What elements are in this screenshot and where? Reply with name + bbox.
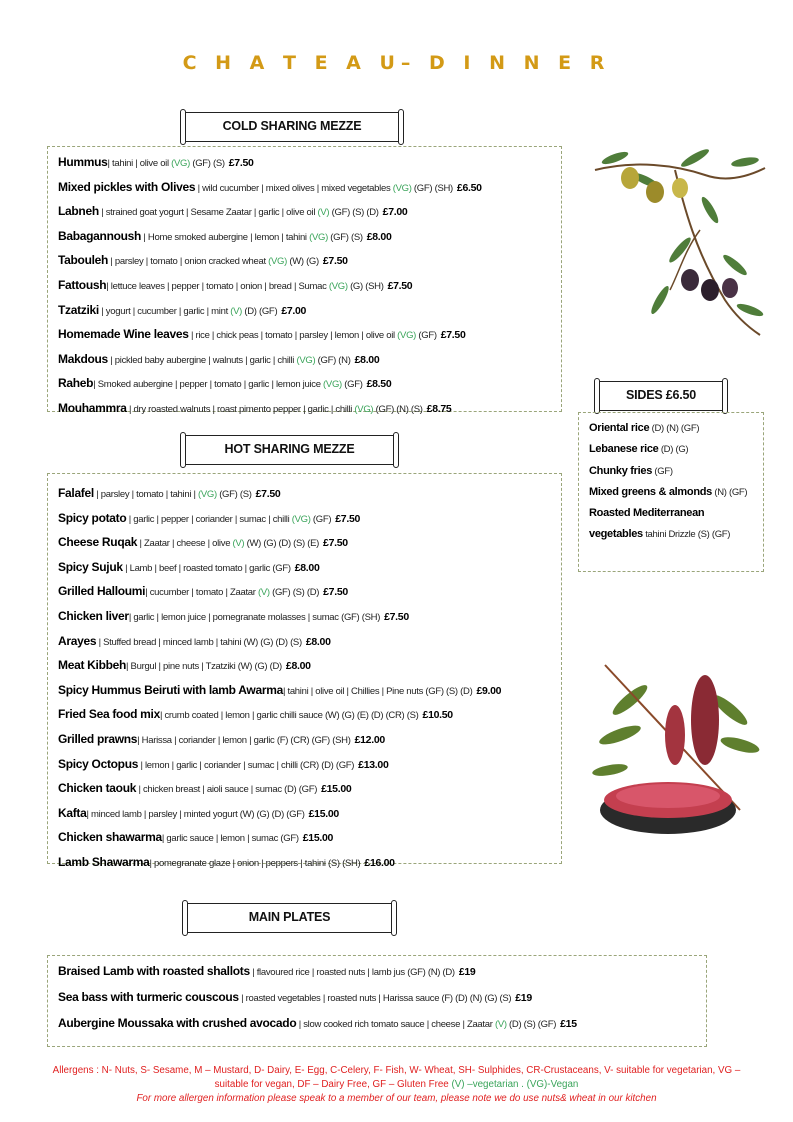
menu-item: [58, 507, 501, 532]
menu-item-description: | Burgul | pine nuts | Tzatziki (W) (G) (D): [126, 661, 282, 673]
menu-item-description: | Stuffed bread | minced lamb | tahini (W) (G) (D) (S): [96, 636, 302, 648]
menu-item: [58, 249, 482, 274]
menu-item: [58, 959, 577, 985]
menu-item-name: Meat Kibbeh: [58, 658, 127, 673]
menu-item-description: | lemon | garlic | coriander | sumac | chilli (CR) (D) (GF): [138, 759, 355, 771]
diet-tag: (V): [317, 207, 330, 219]
menu-item-description: | Lamb | beef | roasted tomato | garlic (GF): [122, 562, 291, 574]
diet-tag: (VG): [296, 354, 316, 366]
menu-item: [58, 323, 482, 348]
menu-item: [58, 753, 501, 778]
menu-item-price: £7.50: [335, 512, 361, 525]
menu-item-name: Spicy Octopus: [58, 756, 139, 771]
menu-item: [58, 728, 501, 753]
menu-item-price: £16.00: [364, 856, 395, 869]
diet-tag: (V): [230, 305, 243, 317]
menu-item-description: (GF) (S) (D): [329, 207, 379, 219]
menu-item-description: | lettuce leaves | pepper | tomato | onion | bread | Sumac: [106, 280, 329, 292]
menu-item-description: (GF): [416, 330, 437, 342]
menu-item-description: | garlic | pepper | coriander | sumac | chilli: [126, 513, 292, 525]
menu-item-description: | rice | chick peas | tomato | parsley | lemon | olive oil: [188, 330, 398, 342]
menu-item-price: £8.50: [366, 378, 392, 391]
menu-item-description: | cucumber | tomato | Zaatar: [145, 587, 258, 599]
menu-item-name: Spicy potato: [58, 510, 127, 525]
diet-tag: (VG): [392, 182, 412, 194]
menu-item-name: vegetables: [589, 528, 643, 541]
veg-note: (V) –vegetarian . (VG)-Vegan: [451, 1079, 579, 1090]
menu-title: C H A T E A U– D I N N E R: [182, 52, 611, 74]
menu-item-price: £12.00: [354, 733, 385, 746]
sumac-bowl-image: [590, 660, 760, 840]
menu-item-price: £13.00: [358, 758, 389, 771]
menu-item-description: (GF): [310, 513, 332, 525]
menu-item-price: £6.50: [456, 181, 482, 194]
menu-item-description: | pickled baby aubergine | walnuts | garlic | chilli: [107, 354, 297, 366]
menu-item-name: Roasted Mediterranean: [589, 507, 705, 520]
hot-mezze-heading: HOT SHARING MEZZE: [184, 435, 395, 465]
menu-item-price: £7.00: [382, 206, 408, 219]
sides-box: [578, 412, 764, 572]
menu-item-name: Tabouleh: [58, 253, 109, 268]
menu-item: [58, 299, 482, 324]
menu-item: [58, 1011, 577, 1037]
menu-item-price: £7.50: [323, 586, 348, 599]
menu-item-description: | pomegranate glaze | onion | peppers | tahini (S) (SH): [149, 857, 361, 869]
menu-item-price: £15.00: [321, 783, 352, 796]
menu-item: [58, 802, 501, 827]
menu-item-description: (GF) (N): [315, 354, 351, 366]
menu-item-description: | crumb coated | lemon | garlic chilli sauce (W) (G) (E) (D) (CR) (S): [159, 710, 419, 722]
menu-item-description: | Zaatar | cheese | olive: [137, 538, 233, 550]
cold-mezze-list: [58, 151, 482, 422]
menu-item-name: Aubergine Moussaka with crushed avocado: [58, 1016, 297, 1030]
menu-item: [58, 777, 501, 802]
menu-item-description: (G) (SH): [347, 280, 384, 292]
menu-item-price: £7.00: [281, 304, 307, 317]
olive-branch-image: [585, 140, 775, 340]
menu-item-name: Braised Lamb with roasted shallots: [58, 964, 250, 978]
menu-item-price: £7.50: [440, 329, 466, 342]
menu-item-description: tahini Drizzle (S) (GF): [642, 529, 731, 541]
menu-item-description: (GF) (S) (D): [269, 587, 320, 599]
menu-item: [58, 985, 577, 1011]
main-plates-heading: MAIN PLATES: [186, 903, 393, 933]
menu-item: [58, 605, 501, 630]
menu-item-description: (GF): [652, 465, 673, 477]
menu-item-description: | flavoured rice | roasted nuts | lamb jus (GF) (N) (D): [249, 967, 455, 978]
menu-item-description: | garlic sauce | lemon | sumac (GF): [161, 833, 299, 845]
menu-item-name: Spicy Sujuk: [58, 559, 123, 574]
main-plates-list: [58, 959, 577, 1037]
menu-item-name: Homemade Wine leaves: [58, 327, 189, 342]
allergens-legend: [40, 1064, 753, 1092]
menu-item: [58, 580, 501, 605]
menu-item-description: (GF) (S): [327, 231, 363, 243]
menu-item: [58, 151, 482, 176]
menu-item-name: Lamb Shawarma: [58, 854, 150, 869]
menu-item-price: £7.50: [255, 488, 281, 500]
menu-item-name: Chicken shawarma: [58, 830, 162, 845]
diet-tag: (VG): [309, 231, 328, 243]
menu-item-name: Labneh: [58, 204, 99, 219]
menu-item-name: Chunky fries: [589, 464, 653, 477]
hot-mezze-list: [58, 482, 501, 876]
menu-item-description: (W) (G): [287, 256, 319, 268]
menu-item-description: | tahini | olive oil | Chillies | Pine nuts (GF) (S) (D): [282, 685, 473, 697]
menu-item: [58, 482, 501, 507]
menu-item-price: £7.50: [228, 157, 254, 169]
menu-item-price: £8.00: [366, 230, 392, 243]
menu-item-description: (GF): [341, 379, 363, 391]
menu-item-description: | roasted vegetables | roasted nuts | Harissa sauce (F) (D) (N) (G) (S): [238, 993, 512, 1004]
diet-tag: (VG): [171, 158, 190, 169]
menu-item-description: | parsley | tomato | tahini |: [93, 489, 198, 500]
menu-item: [58, 654, 501, 679]
menu-item-name: Chicken liver: [58, 608, 129, 623]
menu-item-description: | yogurt | cucumber | garlic | mint: [98, 305, 231, 317]
menu-item-description: | dry roasted walnuts | roast pimento pepper | garlic | chilli: [126, 403, 355, 415]
menu-item-name: Arayes: [58, 633, 97, 648]
allergens-text: Allergens : N- Nuts, S- Sesame, M – Mustard, D- Dairy, E- Egg, C-Celery, F- Fish, W- Wheat, SH- Sulphides, CR-Crustaceans, V- suitable for vegetarian, VG – suitable for vegan, DF – Dairy Free, GF – Gluten Free: [52, 1065, 741, 1090]
sides-list: [589, 418, 747, 546]
menu-item-description: (GF) (SH): [411, 182, 453, 194]
menu-item-price: £15: [560, 1018, 577, 1030]
menu-item-price: £15.00: [302, 832, 334, 845]
menu-item-name: Makdous: [58, 351, 108, 366]
menu-item-name: Mixed greens & almonds: [589, 485, 712, 498]
menu-item-description: | slow cooked rich tomato sauce | cheese | Zaatar: [296, 1019, 495, 1030]
menu-item: [58, 200, 482, 225]
menu-item: [58, 851, 501, 876]
diet-tag: (VG): [328, 280, 348, 292]
menu-item-description: | strained goat yogurt | Sesame Zaatar | garlic | olive oil: [98, 207, 318, 219]
menu-item: [58, 531, 501, 556]
menu-item-price: £9.00: [476, 684, 502, 697]
menu-item-description: (W) (G) (D) (S) (E): [244, 538, 320, 550]
menu-item-price: £7.50: [322, 255, 348, 268]
menu-item-price: £7.50: [387, 279, 413, 292]
menu-item-name: Spicy Hummus Beiruti with lamb Awarma: [58, 682, 283, 697]
menu-item-name: Grilled Halloumi: [58, 584, 146, 599]
menu-item: [58, 372, 482, 397]
menu-item-price: £19: [458, 966, 476, 978]
diet-tag: (VG): [198, 489, 217, 500]
menu-item-name: Tzatziki: [58, 302, 99, 317]
menu-item-price: £10.50: [422, 709, 453, 722]
menu-item-name: Fried Sea food mix: [58, 707, 160, 722]
allergen-note: For more allergen information please speak to a member of our team, please note we do use nuts& wheat in our kitchen: [136, 1093, 657, 1104]
menu-item-name: Chicken taouk: [58, 781, 137, 796]
menu-item-name: Cheese Ruqak: [58, 535, 138, 550]
menu-item: [58, 348, 482, 373]
menu-item-price: £19: [515, 992, 532, 1004]
diet-tag: (VG): [397, 330, 417, 342]
cold-mezze-box: [47, 146, 562, 415]
menu-item-description: (GF) (S): [216, 489, 252, 500]
menu-item: [58, 556, 501, 581]
diet-tag: (V): [232, 538, 245, 550]
menu-item: [589, 482, 747, 503]
menu-item: [58, 703, 501, 728]
menu-item-price: £15.00: [308, 807, 339, 820]
diet-tag: (VG): [291, 513, 311, 525]
menu-item: [58, 397, 482, 422]
menu-item-description: | minced lamb | parsley | minted yogurt (W) (G) (D) (GF): [86, 808, 305, 820]
menu-item: [589, 461, 747, 482]
menu-item: [58, 176, 482, 201]
menu-item-name: Oriental rice: [589, 422, 650, 434]
menu-item-description: | Harissa | coriander | lemon | garlic (F) (CR) (GF) (SH): [137, 734, 351, 746]
menu-item: [589, 418, 747, 439]
menu-item-price: £8.00: [305, 635, 331, 648]
menu-item: [58, 679, 501, 704]
menu-item-description: | wild cucumber | mixed olives | mixed vegetables: [195, 182, 393, 194]
menu-item: [589, 524, 747, 545]
menu-item-name: Mouhammra: [58, 400, 127, 415]
menu-item-price: £8.00: [354, 353, 380, 366]
main-plates-box: [47, 955, 707, 1047]
menu-item-name: Mixed pickles with Olives: [58, 179, 196, 194]
diet-tag: (V): [257, 587, 270, 599]
menu-item-name: Grilled prawns: [58, 731, 138, 746]
menu-item-description: | tahini | olive oil: [107, 158, 172, 169]
diet-tag: (V): [494, 1019, 507, 1030]
menu-item-price: £8.00: [294, 561, 320, 574]
menu-item-price: £7.50: [323, 537, 348, 550]
menu-item-description: (D) (GF): [242, 305, 278, 317]
menu-item-description: (D) (G): [658, 444, 689, 456]
menu-item-description: | garlic | lemon juice | pomegranate molasses | sumac (GF) (SH): [128, 611, 381, 623]
menu-item-name: Kafta: [58, 805, 87, 820]
menu-item-name: Babagannoush: [58, 228, 142, 243]
menu-item-description: (GF) (S): [190, 158, 225, 169]
menu-item-description: | chicken breast | aioli sauce | sumac (D) (GF): [136, 784, 318, 796]
menu-item-name: Lebanese rice: [589, 443, 659, 456]
menu-item-name: Falafel: [58, 486, 94, 500]
menu-item-price: £8.75: [426, 402, 452, 415]
menu-item-description: (N) (GF): [712, 486, 748, 498]
menu-item-name: Raheb: [58, 376, 94, 391]
menu-item-description: | parsley | tomato | onion cracked wheat: [108, 256, 269, 268]
menu-item: [58, 826, 501, 851]
menu-item-description: (D) (N): [649, 423, 681, 434]
menu-item-price: £7.50: [384, 610, 409, 623]
menu-item: [58, 225, 482, 250]
menu-item-description: (GF): [680, 423, 700, 434]
menu-item-price: £8.00: [285, 660, 311, 673]
diet-tag: (VG): [323, 379, 342, 391]
menu-item-description: (D) (S) (GF): [506, 1019, 557, 1030]
menu-item-description: | Home smoked aubergine | lemon | tahini: [141, 231, 310, 243]
menu-item-name: Sea bass with turmeric couscous: [58, 990, 239, 1004]
sides-heading: SIDES £6.50: [598, 381, 724, 411]
menu-item: [589, 439, 747, 460]
diet-tag: (VG): [268, 256, 287, 268]
menu-item-name: Hummus: [58, 155, 108, 169]
hot-mezze-box: [47, 473, 562, 869]
diet-tag: (VG): [354, 403, 374, 415]
menu-item: [58, 630, 501, 655]
menu-item-description: (GF) (N) (S): [373, 403, 423, 415]
menu-item: [58, 274, 482, 299]
menu-item-description: | Smoked aubergine | pepper | tomato | garlic | lemon juice: [93, 379, 324, 391]
menu-item-name: Fattoush: [58, 277, 107, 292]
cold-mezze-heading: COLD SHARING MEZZE: [184, 112, 400, 142]
menu-item: [589, 503, 747, 524]
